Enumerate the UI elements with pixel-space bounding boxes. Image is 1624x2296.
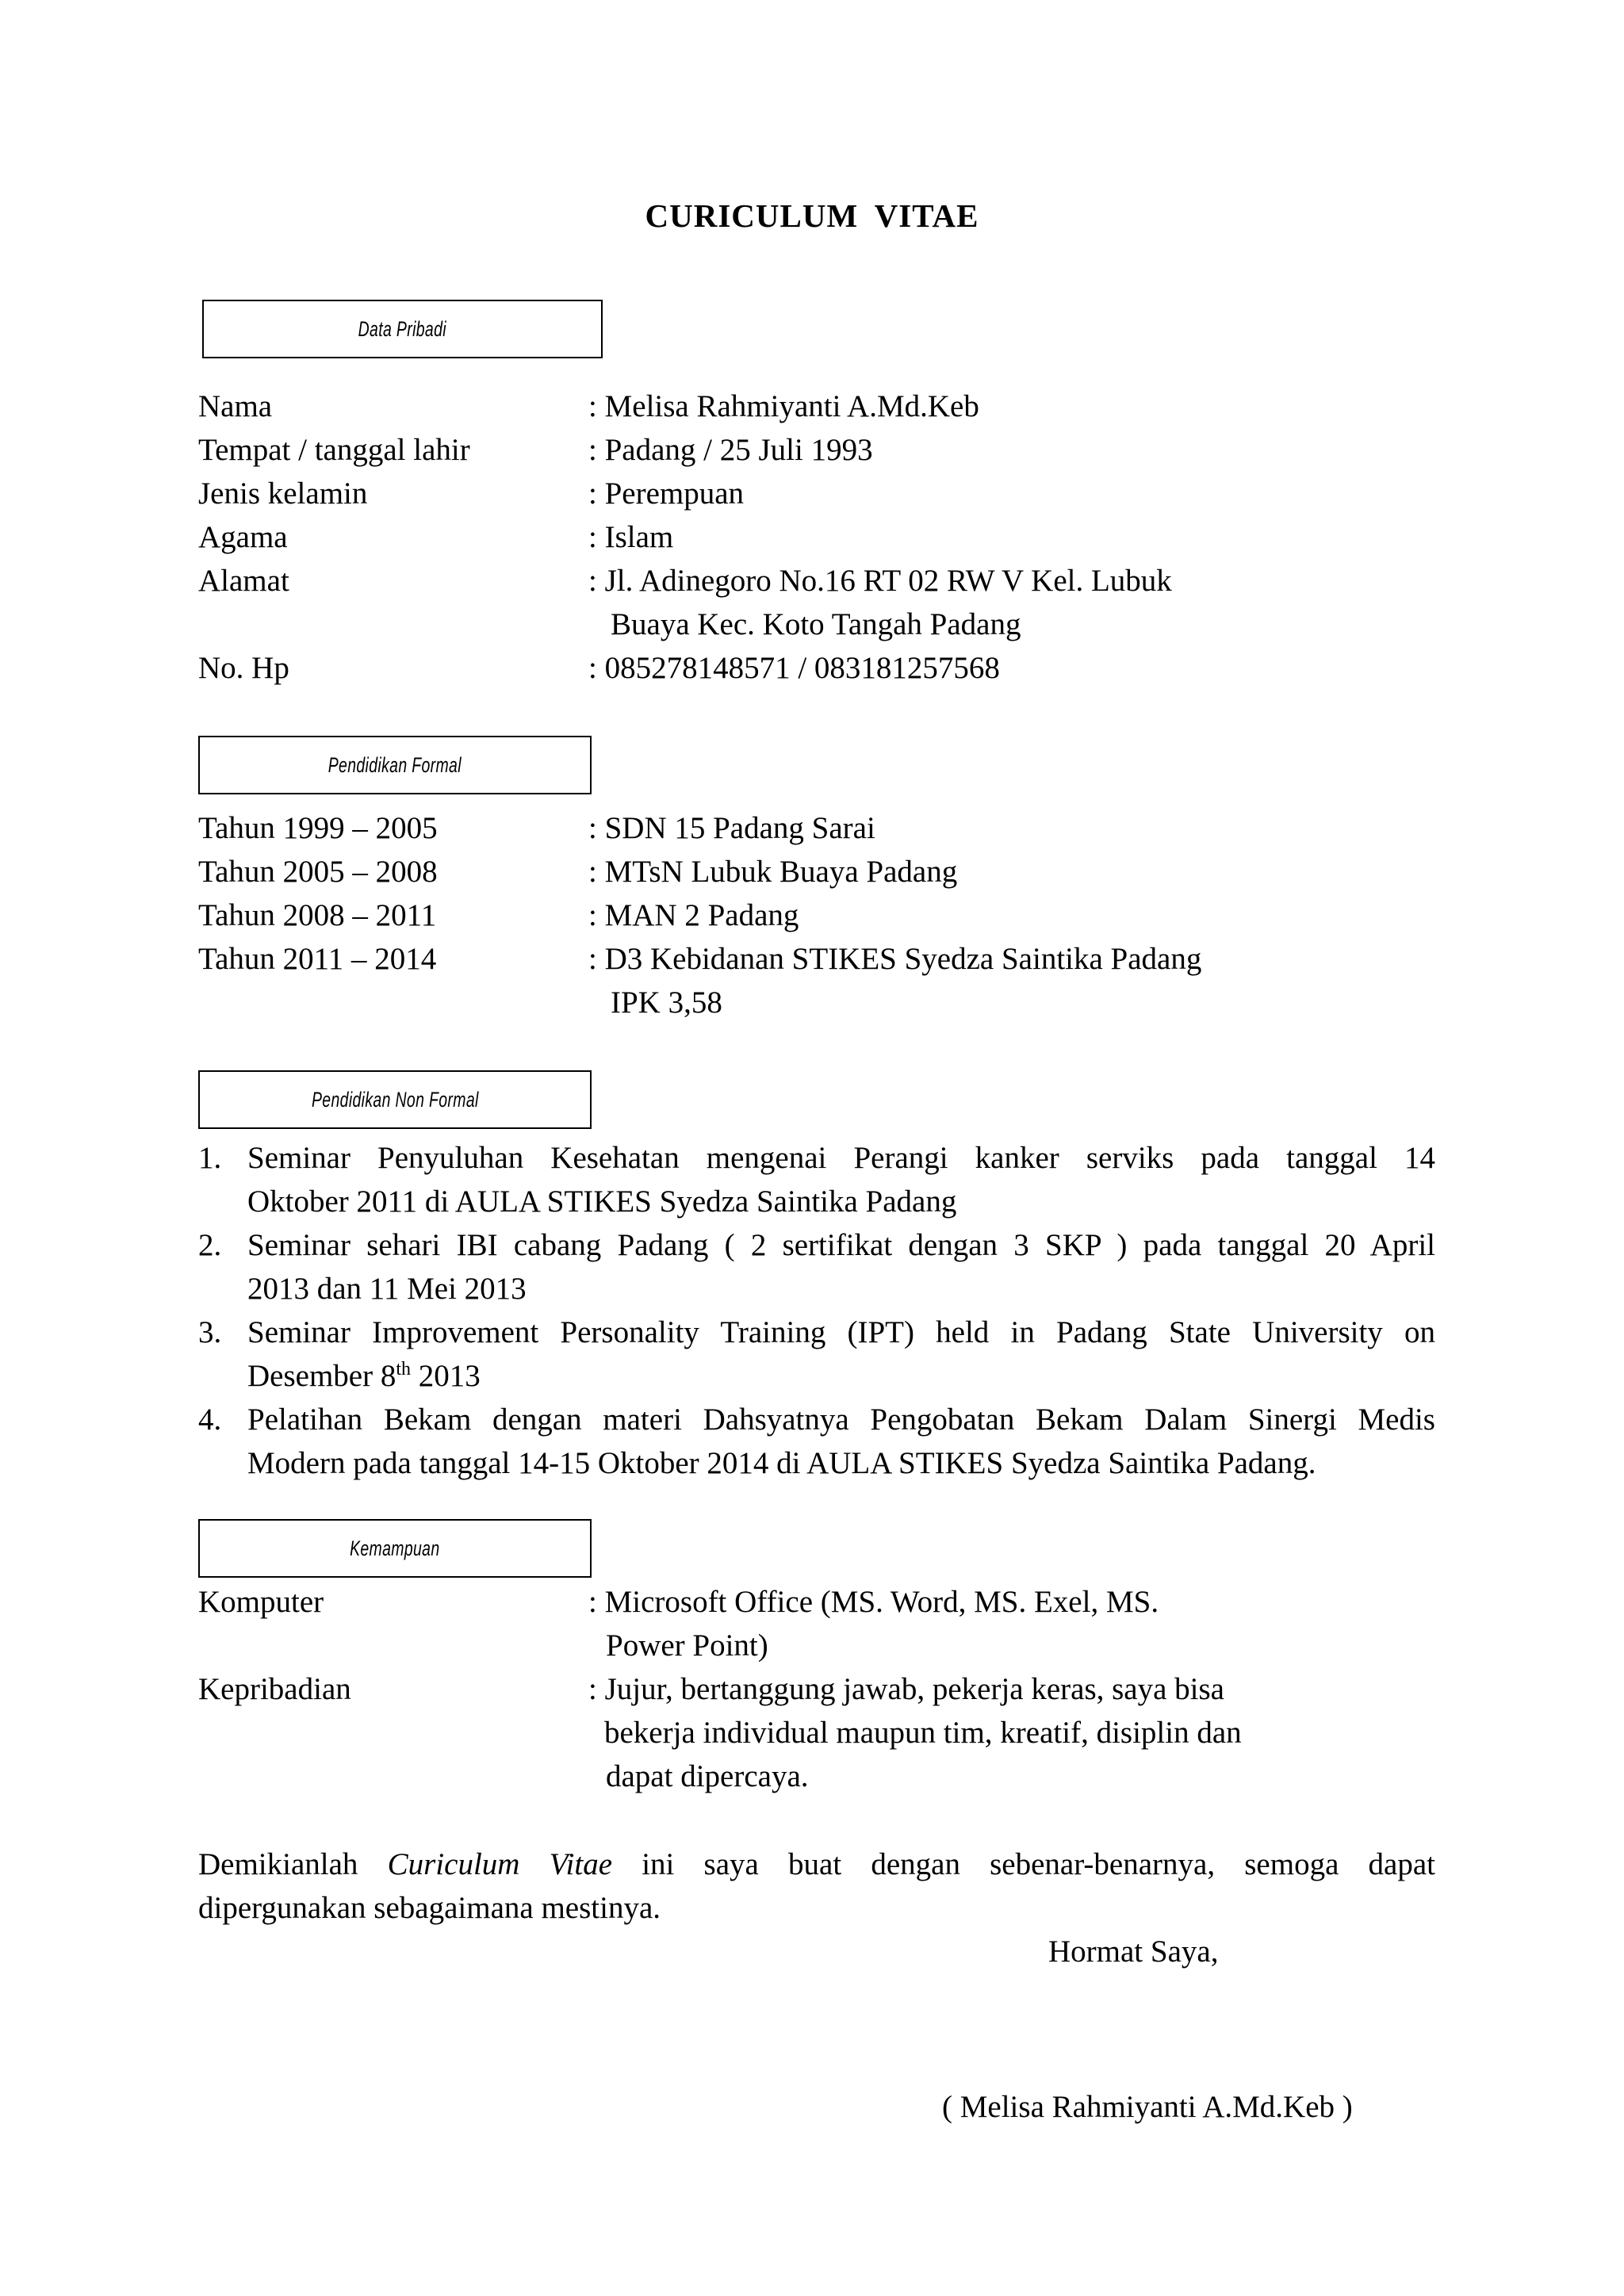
closing-text-b: ini saya buat dengan sebenar-benarnya, semoga dapat [612, 1847, 1436, 1881]
page-title: CURICULUM VITAE [645, 197, 979, 234]
closing-paragraph [198, 1843, 1435, 1930]
value-agama: : Islam [588, 520, 674, 554]
regards-text: Hormat Saya, [1048, 1934, 1219, 1969]
value-jenis-kelamin: : Perempuan [588, 476, 745, 511]
value-komputer-2: Power Point) [606, 1628, 768, 1663]
list-item-line [247, 1354, 1435, 1398]
label-edu-2: Tahun 2005 – 2008 [198, 855, 438, 889]
label-edu-4: Tahun 2011 – 2014 [198, 942, 437, 976]
list-item [198, 1398, 1435, 1485]
label-kepribadian: Kepribadian [198, 1672, 351, 1706]
year-text: 2013 [411, 1359, 481, 1393]
section-label-skills: Kemampuan [350, 1536, 440, 1560]
closing-text-a: Demikianlah [198, 1847, 388, 1881]
value-kepribadian-1: : Jujur, bertanggung jawab, pekerja keras, saya bisa [588, 1672, 1224, 1706]
label-ttl: Tempat / tanggal lahir [198, 433, 470, 467]
section-box-formal [198, 736, 592, 794]
value-kepribadian-3: dapat dipercaya. [606, 1759, 809, 1793]
label-hp: No. Hp [198, 651, 289, 685]
list-item [198, 1136, 1435, 1223]
label-agama: Agama [198, 520, 288, 554]
value-komputer-1: : Microsoft Office (MS. Word, MS. Exel, MS. [588, 1585, 1159, 1619]
label-komputer: Komputer [198, 1585, 324, 1619]
label-edu-1: Tahun 1999 – 2005 [198, 811, 438, 845]
list-item-number: 3. [198, 1315, 222, 1349]
list-item-number: 1. [198, 1141, 222, 1175]
section-box-personal [202, 300, 603, 358]
section-box-skills [198, 1519, 592, 1578]
list-item-line: Seminar sehari IBI cabang Padang ( 2 sertifikat dengan 3 SKP ) pada tanggal 20 April [247, 1228, 1435, 1262]
value-edu-1: : SDN 15 Padang Sarai [588, 811, 875, 845]
list-item-line: Pelatihan Bekam dengan materi Dahsyatnya Pengobatan Bekam Dalam Sinergi Medis [247, 1402, 1435, 1437]
value-alamat-1: : Jl. Adinegoro No.16 RT 02 RW V Kel. Lubuk [588, 564, 1172, 598]
list-item [198, 1223, 1435, 1311]
value-hp: : 085278148571 / 083181257568 [588, 651, 1000, 685]
list-item-line: Oktober 2011 di AULA STIKES Syedza Saintika Padang [247, 1184, 957, 1219]
section-box-nonformal [198, 1070, 592, 1129]
list-item-line: Modern pada tanggal 14-15 Oktober 2014 di AULA STIKES Syedza Saintika Padang. [247, 1446, 1316, 1480]
closing-italic-title: Curiculum Vitae [387, 1847, 613, 1881]
list-item-line: 2013 dan 11 Mei 2013 [247, 1272, 527, 1306]
label-alamat: Alamat [198, 564, 289, 598]
value-edu-4: : D3 Kebidanan STIKES Syedza Saintika Padang [588, 942, 1202, 976]
value-alamat-2: Buaya Kec. Koto Tangah Padang [611, 607, 1021, 641]
value-ttl: : Padang / 25 Juli 1993 [588, 433, 873, 467]
label-edu-3: Tahun 2008 – 2011 [198, 898, 437, 932]
label-jenis-kelamin: Jenis kelamin [198, 476, 368, 511]
section-label-nonformal: Pendidikan Non Formal [311, 1087, 479, 1112]
signature-name: ( Melisa Rahmiyanti A.Md.Keb ) [942, 2090, 1353, 2124]
value-nama: : Melisa Rahmiyanti A.Md.Keb [588, 389, 979, 423]
section-label-personal: Data Pribadi [358, 316, 447, 341]
ordinal-suffix: th [396, 1359, 412, 1380]
list-item [198, 1311, 1435, 1398]
nonformal-list [198, 1136, 1435, 1485]
closing-line-1 [198, 1843, 1435, 1886]
value-kepribadian-2: bekerja individual maupun tim, kreatif, disiplin dan [604, 1716, 1242, 1750]
date-text: Desember 8 [247, 1359, 396, 1393]
list-item-number: 2. [198, 1228, 222, 1262]
value-edu-2: : MTsN Lubuk Buaya Padang [588, 855, 958, 889]
label-nama: Nama [198, 389, 273, 423]
value-edu-3: : MAN 2 Padang [588, 898, 799, 932]
list-item-line: Seminar Improvement Personality Training (IPT) held in Padang State University on [247, 1315, 1435, 1349]
closing-line-2: dipergunakan sebagaimana mestinya. [198, 1891, 661, 1925]
section-label-formal: Pendidikan Formal [327, 752, 462, 777]
value-edu-4-ipk: IPK 3,58 [611, 985, 722, 1020]
list-item-line: Seminar Penyuluhan Kesehatan mengenai Perangi kanker serviks pada tanggal 14 [247, 1141, 1435, 1175]
list-item-number: 4. [198, 1402, 222, 1437]
